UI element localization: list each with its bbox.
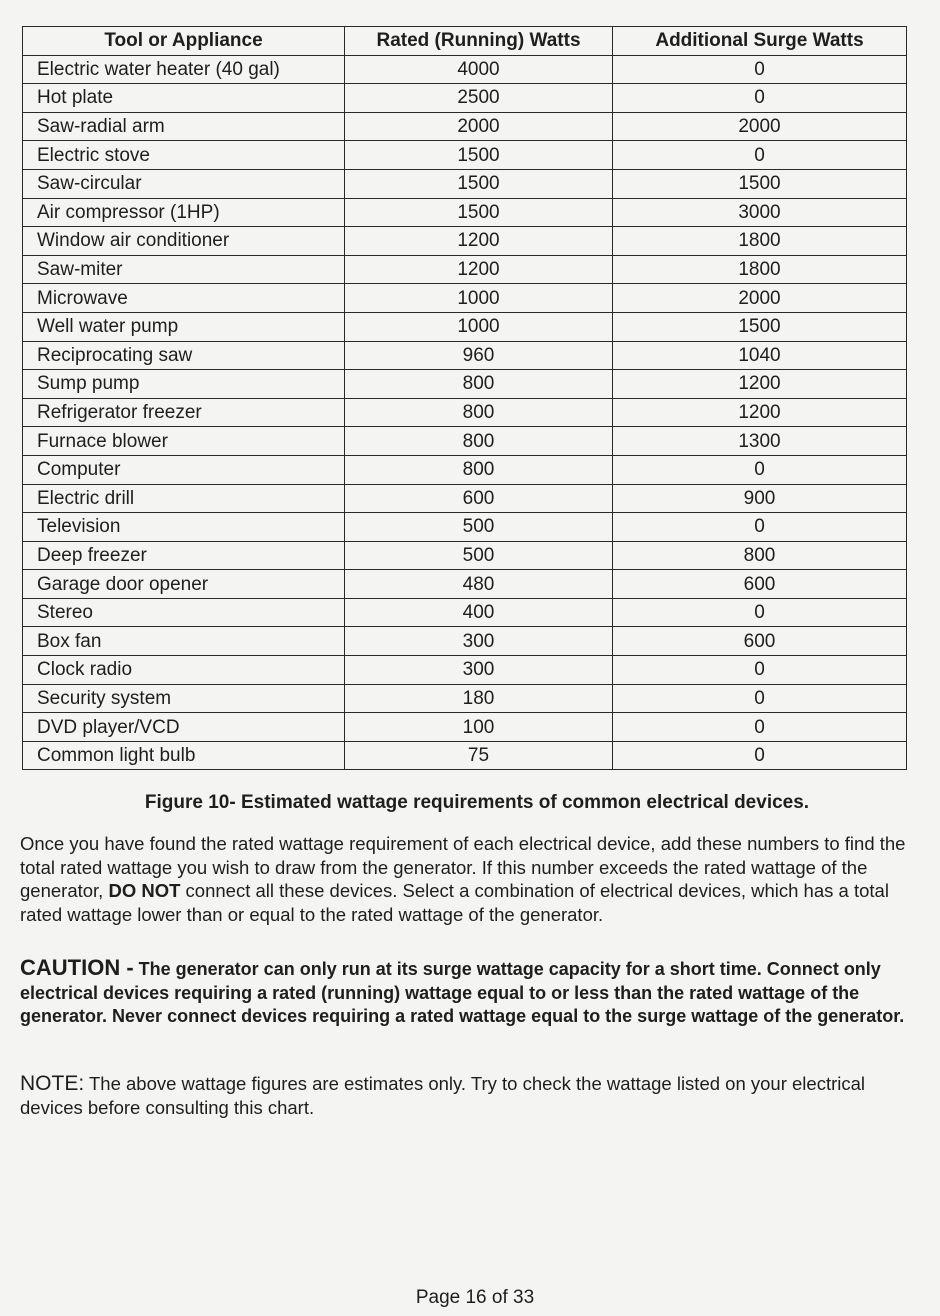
appliance-name-cell: Saw-circular xyxy=(23,169,345,198)
surge-watts-cell: 1040 xyxy=(613,341,907,370)
note-text: The above wattage figures are estimates only. Try to check the wattage listed on your electrical devices before consulting this chart. xyxy=(20,1073,866,1118)
appliance-name-cell: Electric water heater (40 gal) xyxy=(23,55,345,84)
appliance-name-cell: Saw-miter xyxy=(23,255,345,284)
table-row xyxy=(23,312,907,341)
table-row xyxy=(23,455,907,484)
appliance-name-cell: Refrigerator freezer xyxy=(23,398,345,427)
appliance-name-cell: Window air conditioner xyxy=(23,227,345,256)
table-row xyxy=(23,169,907,198)
appliance-name-cell: Television xyxy=(23,513,345,542)
appliance-name-cell: Reciprocating saw xyxy=(23,341,345,370)
rated-watts-cell: 1500 xyxy=(345,141,613,170)
table-row xyxy=(23,370,907,399)
appliance-name-cell: Furnace blower xyxy=(23,427,345,456)
appliance-name-cell: Computer xyxy=(23,455,345,484)
table-row xyxy=(23,656,907,685)
instruction-paragraph xyxy=(20,832,920,926)
rated-watts-cell: 500 xyxy=(345,541,613,570)
table-row xyxy=(23,627,907,656)
wattage-table xyxy=(22,26,907,770)
table-row xyxy=(23,341,907,370)
surge-watts-cell: 0 xyxy=(613,84,907,113)
appliance-name-cell: Security system xyxy=(23,684,345,713)
surge-watts-cell: 0 xyxy=(613,598,907,627)
table-row xyxy=(23,741,907,770)
surge-watts-cell: 600 xyxy=(613,627,907,656)
rated-watts-cell: 1000 xyxy=(345,312,613,341)
table-row xyxy=(23,284,907,313)
appliance-name-cell: Garage door opener xyxy=(23,570,345,599)
surge-watts-cell: 3000 xyxy=(613,198,907,227)
note-block xyxy=(20,1072,920,1120)
surge-watts-cell: 0 xyxy=(613,713,907,742)
surge-watts-cell: 0 xyxy=(613,141,907,170)
appliance-name-cell: Deep freezer xyxy=(23,541,345,570)
rated-watts-cell: 4000 xyxy=(345,55,613,84)
appliance-name-cell: Hot plate xyxy=(23,84,345,113)
table-row xyxy=(23,570,907,599)
rated-watts-cell: 300 xyxy=(345,627,613,656)
caution-block xyxy=(20,956,936,1029)
rated-watts-cell: 1000 xyxy=(345,284,613,313)
table-body xyxy=(23,55,907,770)
surge-watts-cell: 1300 xyxy=(613,427,907,456)
rated-watts-cell: 300 xyxy=(345,656,613,685)
appliance-name-cell: Air compressor (1HP) xyxy=(23,198,345,227)
table-row xyxy=(23,141,907,170)
header-surge-watts: Additional Surge Watts xyxy=(613,27,907,56)
table-row xyxy=(23,84,907,113)
rated-watts-cell: 800 xyxy=(345,370,613,399)
rated-watts-cell: 2500 xyxy=(345,84,613,113)
table-row xyxy=(23,684,907,713)
rated-watts-cell: 480 xyxy=(345,570,613,599)
appliance-name-cell: Saw-radial arm xyxy=(23,112,345,141)
table-row xyxy=(23,398,907,427)
appliance-name-cell: Electric stove xyxy=(23,141,345,170)
note-label: NOTE: xyxy=(20,1072,85,1095)
header-rated-watts: Rated (Running) Watts xyxy=(345,27,613,56)
table-row xyxy=(23,198,907,227)
paragraph-text-before: Once you have found the rated wattage requirement of each electrical device, add these numbers to find the total rated wattage you wish to draw from the generator. If this number exceeds the rated wattage of the generator, xyxy=(20,833,906,901)
do-not-emphasis: DO NOT xyxy=(108,880,181,901)
appliance-name-cell: Well water pump xyxy=(23,312,345,341)
appliance-name-cell: Box fan xyxy=(23,627,345,656)
table-row xyxy=(23,598,907,627)
appliance-name-cell: Electric drill xyxy=(23,484,345,513)
rated-watts-cell: 100 xyxy=(345,713,613,742)
surge-watts-cell: 2000 xyxy=(613,284,907,313)
rated-watts-cell: 600 xyxy=(345,484,613,513)
rated-watts-cell: 75 xyxy=(345,741,613,770)
surge-watts-cell: 0 xyxy=(613,455,907,484)
surge-watts-cell: 1200 xyxy=(613,398,907,427)
caution-text: The generator can only run at its surge wattage capacity for a short time. Connect only electrical devices requiring a rated (running) wattage equal to or less than the rated wattage of the generator. Never connect devices requiring a rated wattage equal to the surge wattage of the generator. xyxy=(20,959,905,1026)
surge-watts-cell: 0 xyxy=(613,741,907,770)
table-row xyxy=(23,713,907,742)
rated-watts-cell: 400 xyxy=(345,598,613,627)
table-header-row xyxy=(23,27,907,56)
appliance-name-cell: Clock radio xyxy=(23,656,345,685)
appliance-name-cell: Sump pump xyxy=(23,370,345,399)
surge-watts-cell: 1800 xyxy=(613,227,907,256)
rated-watts-cell: 800 xyxy=(345,398,613,427)
table-row xyxy=(23,484,907,513)
table-row xyxy=(23,55,907,84)
surge-watts-cell: 1200 xyxy=(613,370,907,399)
table-row xyxy=(23,112,907,141)
surge-watts-cell: 900 xyxy=(613,484,907,513)
rated-watts-cell: 1200 xyxy=(345,255,613,284)
appliance-name-cell: Common light bulb xyxy=(23,741,345,770)
figure-caption: Figure 10- Estimated wattage requirements of common electrical devices. xyxy=(144,792,810,813)
rated-watts-cell: 800 xyxy=(345,427,613,456)
table-row xyxy=(23,541,907,570)
header-tool: Tool or Appliance xyxy=(23,27,345,56)
rated-watts-cell: 180 xyxy=(345,684,613,713)
surge-watts-cell: 0 xyxy=(613,513,907,542)
table-row xyxy=(23,427,907,456)
rated-watts-cell: 1500 xyxy=(345,169,613,198)
table-row xyxy=(23,513,907,542)
surge-watts-cell: 1500 xyxy=(613,312,907,341)
table-row xyxy=(23,255,907,284)
rated-watts-cell: 500 xyxy=(345,513,613,542)
surge-watts-cell: 800 xyxy=(613,541,907,570)
caution-label: CAUTION - xyxy=(20,955,134,980)
rated-watts-cell: 1500 xyxy=(345,198,613,227)
appliance-name-cell: Stereo xyxy=(23,598,345,627)
surge-watts-cell: 2000 xyxy=(613,112,907,141)
surge-watts-cell: 1500 xyxy=(613,169,907,198)
surge-watts-cell: 600 xyxy=(613,570,907,599)
rated-watts-cell: 960 xyxy=(345,341,613,370)
appliance-name-cell: DVD player/VCD xyxy=(23,713,345,742)
table-row xyxy=(23,227,907,256)
surge-watts-cell: 1800 xyxy=(613,255,907,284)
rated-watts-cell: 800 xyxy=(345,455,613,484)
rated-watts-cell: 2000 xyxy=(345,112,613,141)
rated-watts-cell: 1200 xyxy=(345,227,613,256)
surge-watts-cell: 0 xyxy=(613,55,907,84)
page-number: Page 16 of 33 xyxy=(415,1287,535,1308)
surge-watts-cell: 0 xyxy=(613,684,907,713)
appliance-name-cell: Microwave xyxy=(23,284,345,313)
paragraph-text-after: connect all these devices. Select a combination of electrical devices, which has a total rated wattage lower than or equal to the rated wattage of the generator. xyxy=(20,880,889,925)
surge-watts-cell: 0 xyxy=(613,656,907,685)
